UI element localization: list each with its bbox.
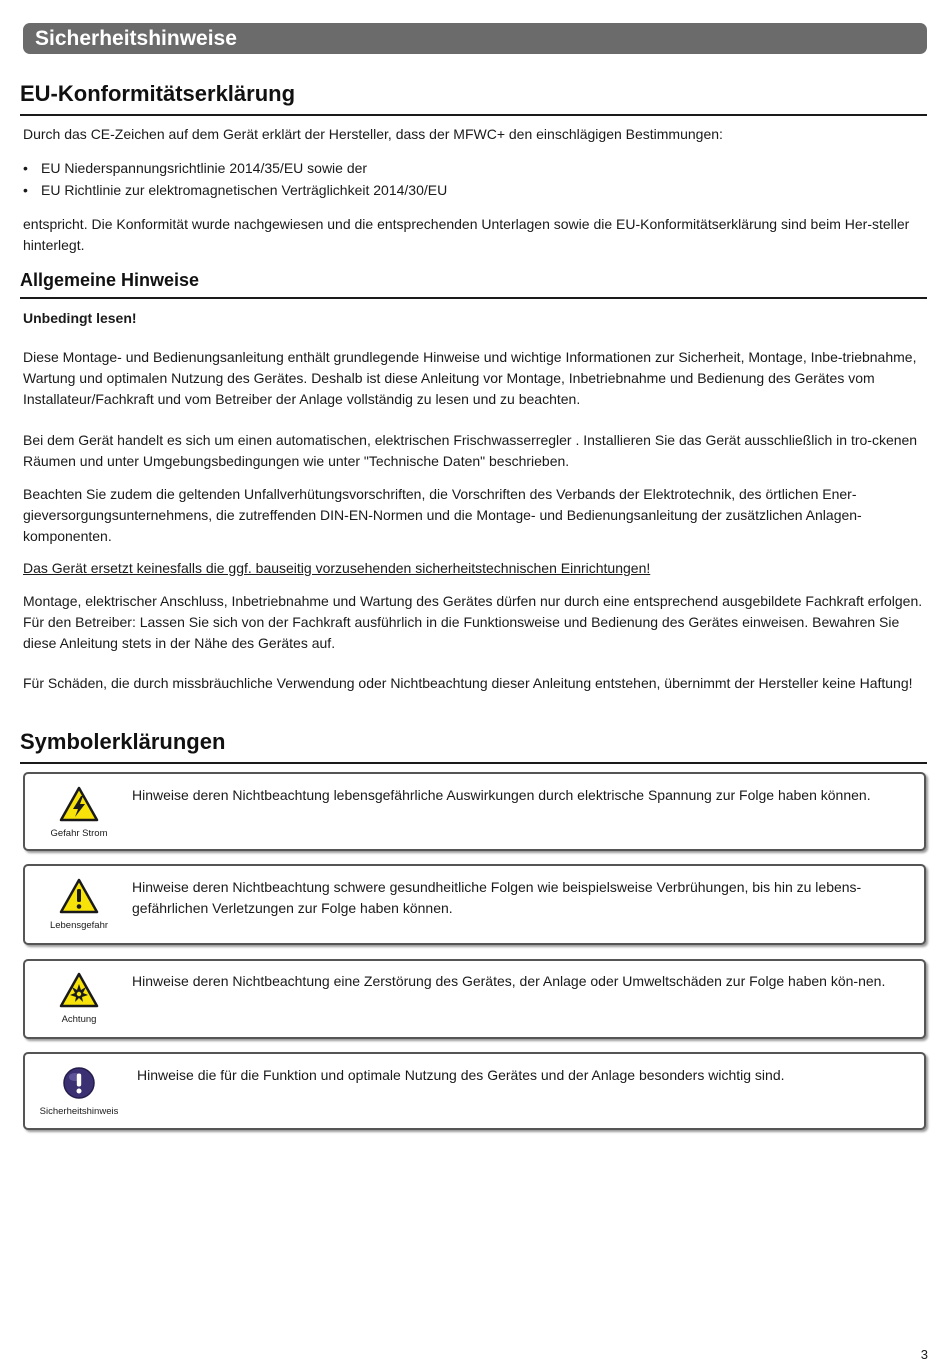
eu-outro-text: entspricht. Die Konformität wurde nachgewiesen und die entsprechenden Unterlagen sowie die EU-Konformitätserklärung sind beim Her-steller hinterlegt.	[23, 216, 910, 253]
symbol-label: Sicherheitshinweis	[39, 1106, 119, 1117]
safety-warning-text: Das Gerät ersetzt keinesfalls die ggf. bauseitig vorzusehenden sicherheitstechnischen Einrichtungen!	[23, 560, 651, 576]
symbol-description: Hinweise deren Nichtbeachtung eine Zerstörung des Gerätes, der Anlage oder Umweltschäden zur Folge haben kön-nen.	[132, 973, 886, 989]
symbol-label: Lebensgefahr	[49, 920, 109, 931]
general-paragraph-1: Diese Montage- und Bedienungsanleitung enthält grundlegende Hinweise und wichtige Informationen zur Sicherheit, Montage, Inbe-triebnahme, Wartung und optimalen Nutzung des Gerätes. Deshalb ist diese Anleitung vor Montage, Inbetriebnahme und Bedienung des Gerätes vom Installateur/Fachkraft und vom Betreiber der Anlage vollständig zu lesen und zu beachten.	[23, 349, 917, 407]
symbol-description: Hinweise deren Nichtbeachtung schwere gesundheitliche Folgen wie beispielsweise Verbrühungen, bis hin zu lebens-gefährlichen Verletzungen zur Folge haben können.	[132, 879, 862, 916]
general-paragraph-5: Für Schäden, die durch missbräuchliche Verwendung oder Nichtbeachtung dieser Anleitung entstehen, übernimmt der Hersteller keine Haftung!	[23, 675, 913, 691]
page-number: 3	[920, 1347, 928, 1362]
eu-conformity-heading: EU-Konformitätserklärung	[20, 80, 927, 116]
symbol-box-danger	[23, 864, 926, 945]
electric-hazard-icon	[59, 786, 99, 822]
symbol-legend-heading: Symbolerklärungen	[20, 728, 927, 764]
symbol-description: Hinweise die für die Funktion und optimale Nutzung des Gerätes und der Anlage besonders wichtig sind.	[137, 1067, 785, 1083]
symbol-icon-cell	[25, 1066, 133, 1117]
symbol-icon-cell	[25, 972, 133, 1025]
must-read-note: Unbedingt lesen!	[23, 310, 137, 326]
symbol-label: Gefahr Strom	[50, 828, 108, 839]
eu-intro-text: Durch das CE-Zeichen auf dem Gerät erklärt der Hersteller, dass der MFWC+ den einschlägigen Bestimmungen:	[23, 126, 723, 142]
list-item: • EU Richtlinie zur elektromagnetischen Verträglichkeit 2014/30/EU	[23, 179, 923, 201]
warning-triangle-icon	[59, 878, 99, 914]
symbol-box-attention	[23, 959, 926, 1039]
section-banner: Sicherheitshinweise	[23, 23, 927, 54]
general-paragraph-3: Beachten Sie zudem die geltenden Unfallverhütungsvorschriften, die Vorschriften des Verbands der Elektrotechnik, des örtlichen Ener-gieversorgungsunternehmens, die zutreffenden DIN-EN-Normen und die Montage- und Bedienungsanleitung der zusätzlichen Anlagen-komponenten.	[23, 486, 862, 544]
explosion-hazard-icon	[59, 972, 99, 1008]
info-exclamation-icon	[62, 1066, 96, 1100]
symbol-box-electric	[23, 772, 926, 851]
symbol-icon-cell	[25, 786, 133, 839]
general-paragraph-4: Montage, elektrischer Anschluss, Inbetriebnahme und Wartung des Gerätes dürfen nur durch eine entsprechend ausgebildete Fachkraft erfolgen. Für den Betreiber: Lassen Sie sich von der Fachkraft ausführlich in die Funktionsweise und Bedienung des Gerätes einweisen. Bewahren Sie diese Anleitung stets in der Nähe des Gerätes auf.	[23, 593, 923, 651]
symbol-icon-cell	[25, 878, 133, 931]
symbol-label: Achtung	[61, 1014, 97, 1025]
list-item: • EU Niederspannungsrichtlinie 2014/35/EU sowie der	[23, 157, 923, 179]
general-paragraph-2: Bei dem Gerät handelt es sich um einen automatischen, elektrischen Frischwasserregler . Installieren Sie das Gerät ausschließlich in tro-ckenen Räumen und unter Umgebungsbedingungen wie unter "Technische Daten" beschrieben.	[23, 432, 918, 469]
symbol-description: Hinweise deren Nichtbeachtung lebensgefährliche Auswirkungen durch elektrische Spannung zur Folge haben können.	[132, 787, 871, 803]
safety-warning-note	[23, 558, 923, 579]
eu-directive-list	[23, 157, 923, 201]
symbol-box-safety-info	[23, 1052, 926, 1130]
general-notes-heading: Allgemeine Hinweise	[20, 267, 927, 299]
